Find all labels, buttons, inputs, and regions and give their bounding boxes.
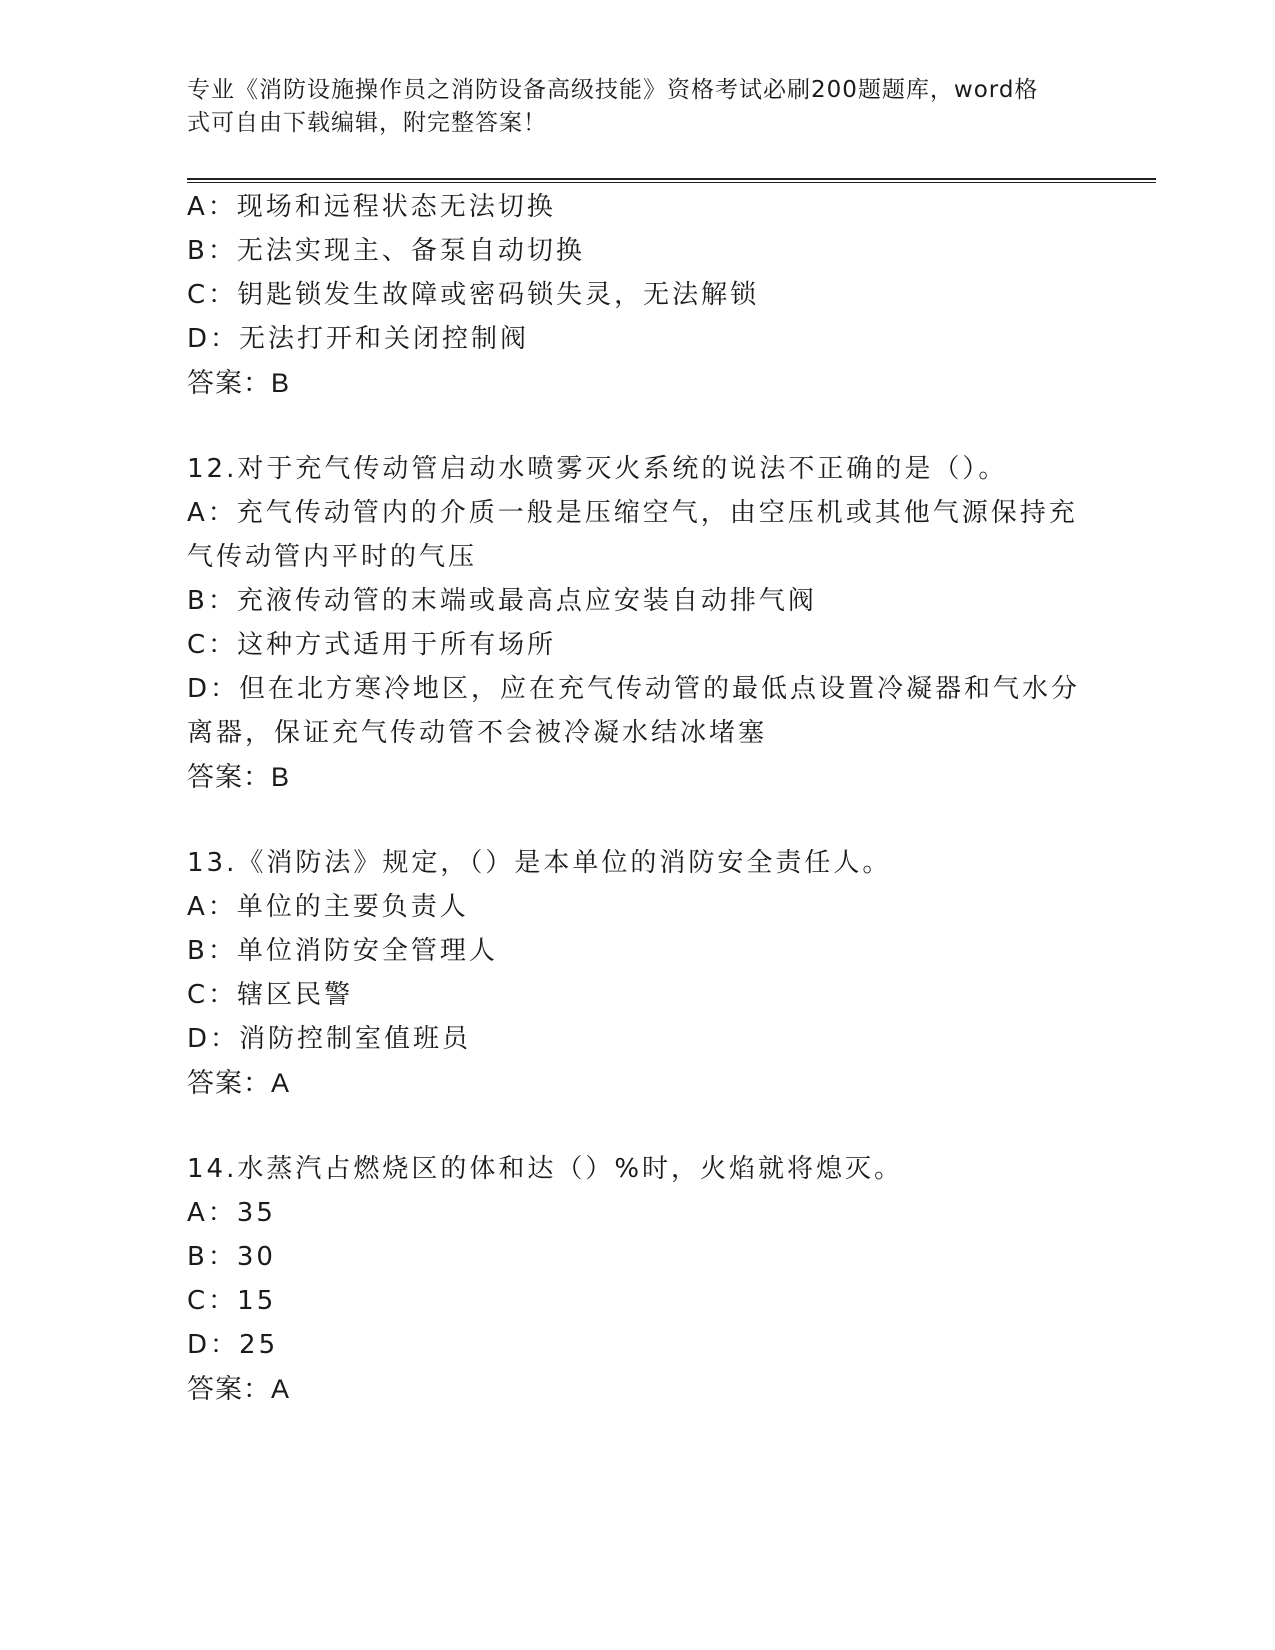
header-divider-thick (187, 178, 1156, 180)
q11-option-b: B：无法实现主、备泵自动切换 (187, 236, 585, 266)
q14-stem: 14.水蒸汽占燃烧区的体和达（）%时，火焰就将熄灭。 (187, 1154, 904, 1184)
q14-option-c: C：15 (187, 1286, 277, 1316)
q12-option-c: C：这种方式适用于所有场所 (187, 630, 557, 660)
header-divider-thin (187, 182, 1156, 183)
q14-answer: 答案：A (187, 1374, 291, 1404)
q14-option-b: B：30 (187, 1242, 276, 1272)
q12-option-d: D：但在北方寒冷地区，应在充气传动管的最低点设置冷凝器和气水分 (187, 674, 1081, 704)
q11-option-d: D：无法打开和关闭控制阀 (187, 324, 530, 354)
q13-option-d: D：消防控制室值班员 (187, 1024, 472, 1054)
document-header (187, 74, 1067, 140)
q14-option-d: D：25 (187, 1330, 279, 1360)
q12-option-d-cont: 离器，保证充气传动管不会被冷凝水结冰堵塞 (187, 718, 768, 748)
header-line-1: 专业《消防设施操作员之消防设备高级技能》资格考试必刷200题题库，word格 (187, 77, 1039, 103)
q11-option-c: C：钥匙锁发生故障或密码锁失灵，无法解锁 (187, 280, 760, 310)
q12-option-a-cont: 气传动管内平时的气压 (187, 542, 478, 572)
q13-option-b: B：单位消防安全管理人 (187, 936, 498, 966)
q12-stem: 12.对于充气传动管启动水喷雾灭火系统的说法不正确的是（）。 (187, 454, 1008, 484)
q13-option-c: C：辖区民警 (187, 980, 354, 1010)
q13-answer: 答案：A (187, 1068, 291, 1098)
q14-option-a: A：35 (187, 1198, 276, 1228)
q12-option-a: A：充气传动管内的介质一般是压缩空气，由空压机或其他气源保持充 (187, 498, 1078, 528)
header-line-2: 式可自由下载编辑，附完整答案！ (187, 110, 547, 136)
q13-option-a: A：单位的主要负责人 (187, 892, 469, 922)
q12-option-b: B：充液传动管的末端或最高点应安装自动排气阀 (187, 586, 817, 616)
q13-stem: 13.《消防法》规定，（）是本单位的消防安全责任人。 (187, 848, 892, 878)
q11-option-a: A：现场和远程状态无法切换 (187, 192, 556, 222)
q11-answer: 答案：B (187, 368, 291, 398)
q12-answer: 答案：B (187, 762, 291, 792)
